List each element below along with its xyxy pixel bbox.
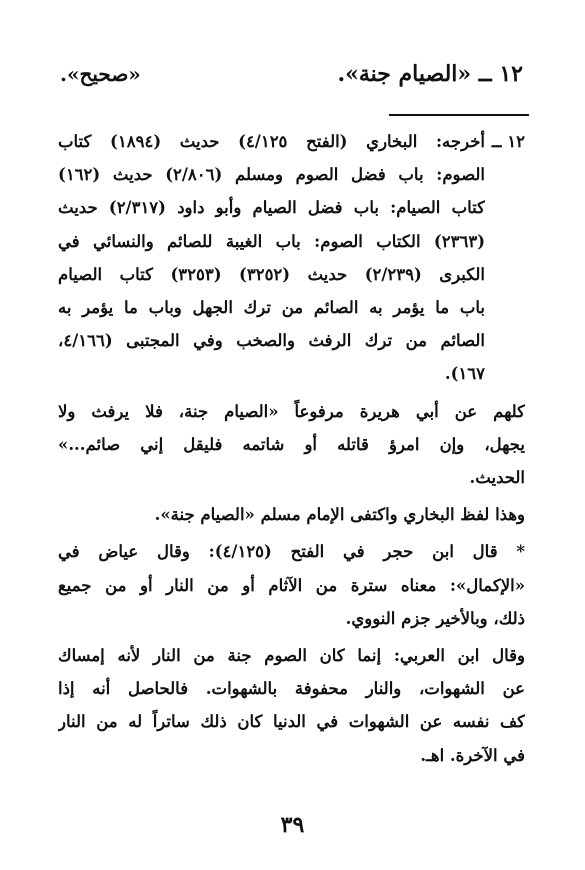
footnote-line: كتاب الصيام: باب فضل الصيام وأبو داود (٢/٣١٧) حديث (58, 198, 485, 218)
footnote-separator (389, 114, 529, 116)
footnote-number: ١٢ ــ (491, 132, 525, 151)
paragraph-ibn-al-arabi (58, 639, 525, 772)
paragraph-line: وهذا لفظ البخاري واكتفى الإمام مسلم «الصيام جنة». (154, 505, 525, 525)
paragraph-line: كف نفسه عن الشهوات في الدنيا كان ذلك ساتراً له من النار (58, 712, 525, 732)
footnote-line: الصوم: باب فضل الصوم ومسلم (٢/٨٠٦) حديث (١٦٢) (58, 165, 485, 185)
paragraph-ibn-hajar (58, 535, 525, 635)
paragraph-line: كلهم عن أبي هريرة مرفوعاً «الصيام جنة، فلا يرفث ولا (58, 401, 525, 421)
footnote-line: الصائم من ترك الرفث والصخب وفي المجتبى (٤/١٦٦، (58, 331, 485, 351)
footnote-line: ١٦٧). (444, 364, 485, 384)
paragraph-line: في الآخرة. اهـ. (420, 745, 525, 765)
footnote-line: أخرجه: البخاري (الفتح ٤/١٢٥) حديث (١٨٩٤) كتاب (58, 132, 485, 151)
footnote-line: الكبرى (٢/٢٣٩) حديث (٣٢٥٢) (٣٢٥٣) كتاب الصيام (58, 264, 485, 284)
footnote-text (58, 125, 485, 391)
paragraph-narrators (58, 395, 525, 495)
paragraph-wording (58, 498, 525, 531)
footnote-line: باب ما يؤمر به الصائم من ترك الجهل وباب ما يؤمر به (58, 298, 485, 318)
paragraph-line: «الإكمال»: معناه سترة من الآثام أو من النار أو من جميع (58, 575, 525, 595)
footnote-line: (٢٣٦٣) الكتاب الصوم: باب الغيبة للصائم والنسائي في (58, 231, 485, 251)
takhrij-footnote (58, 125, 525, 391)
paragraph-line: ذلك، وبالأخير جزم النووي. (345, 608, 525, 628)
page-number: ٣٩ (280, 812, 305, 838)
hadith-grade: «صحيح». (60, 62, 141, 86)
commentary-body (58, 125, 525, 772)
hadith-heading (60, 54, 523, 94)
paragraph-line: يجهل، وإن امرؤ قاتله أو شاتمه فليقل إني صائم...» (58, 434, 525, 454)
hadith-title: ١٢ ــ «الصيام جنة». (337, 61, 523, 87)
paragraph-line: الحديث. (469, 468, 525, 488)
paragraph-line: وقال ابن العربي: إنما كان الصوم جنة من النار لأنه إمساك (58, 646, 525, 666)
paragraph-line: * قال ابن حجر في الفتح (٤/١٢٥): وقال عياض في (58, 542, 525, 562)
paragraph-line: عن الشهوات، والنار محفوفة بالشهوات. فالحاصل أنه إذا (58, 679, 525, 699)
